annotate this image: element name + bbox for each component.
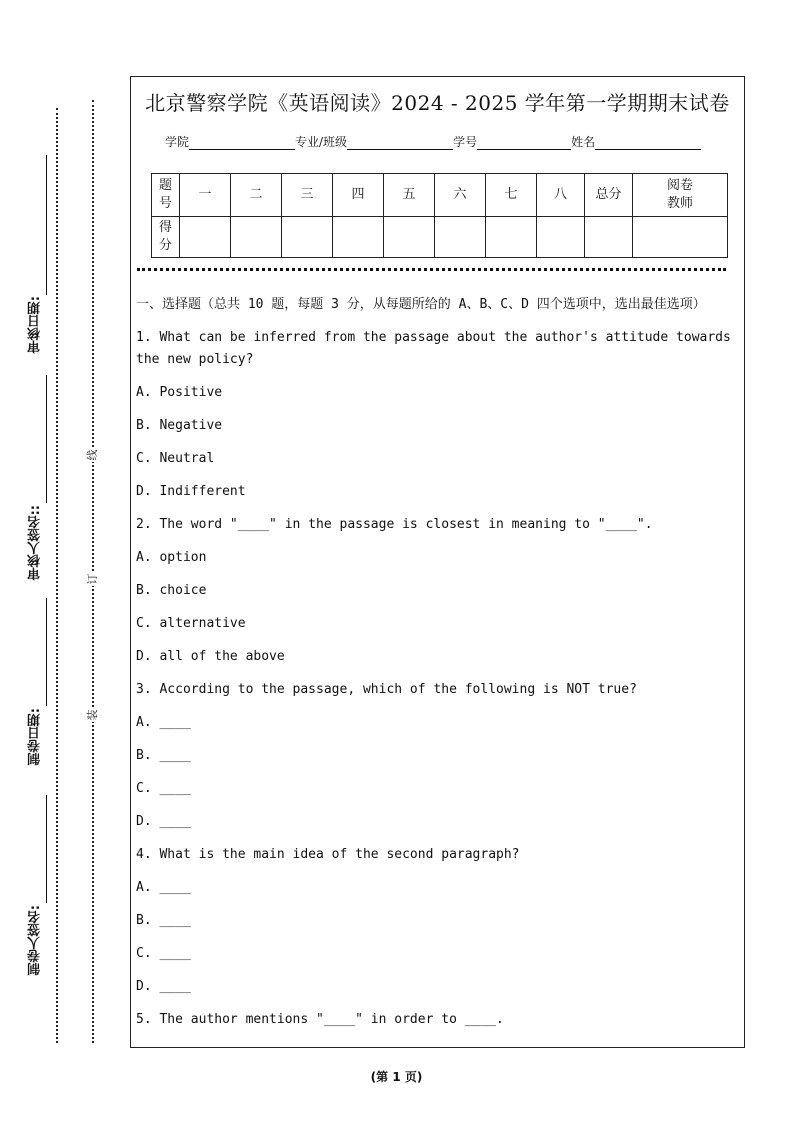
- reviewer-sign-label: 审核人签名::: [28, 505, 43, 581]
- question-item: [136, 514, 743, 668]
- col-header-1: 一: [180, 174, 231, 217]
- reviewer-sign-line[interactable]: [46, 375, 47, 503]
- col-header-2: 二: [231, 174, 282, 217]
- section-heading: 一、选择题（总共 10 题，每题 3 分，从每题所给的 A、B、C、D 四个选项中，选出最佳选项）: [136, 297, 706, 312]
- maker-sign-label: 制卷人签名:: [28, 905, 43, 976]
- col-header-3: 三: [282, 174, 333, 217]
- question-item: [136, 327, 743, 503]
- make-date-label: 制卷日期:: [28, 708, 43, 766]
- answer-option[interactable]: C. ____: [136, 946, 191, 961]
- score-cell-6[interactable]: [435, 217, 486, 258]
- answer-option[interactable]: A. ____: [136, 880, 191, 895]
- page-footer: (第 1 页): [370, 1070, 423, 1084]
- col-header-total: 总分: [585, 174, 633, 217]
- answer-option[interactable]: C. ____: [136, 781, 191, 796]
- make-date-line[interactable]: [46, 598, 47, 706]
- score-cell-4[interactable]: [333, 217, 384, 258]
- answer-option[interactable]: D. Indifferent: [136, 484, 246, 499]
- name-label: 姓名: [571, 135, 596, 149]
- col-header-5: 五: [384, 174, 435, 217]
- question-area: [136, 294, 743, 1031]
- question-list: [136, 327, 743, 1031]
- review-date-label: 审核日期:: [28, 296, 43, 354]
- score-cell-1[interactable]: [180, 217, 231, 258]
- review-date-line[interactable]: [46, 155, 47, 295]
- score-cell-8[interactable]: [537, 217, 585, 258]
- question-text: 2. The word "____" in the passage is closest in meaning to "____".: [136, 517, 653, 532]
- answer-option[interactable]: D. ____: [136, 814, 191, 829]
- student-id-field[interactable]: [477, 137, 571, 150]
- row-label-question-number: 题号: [152, 174, 180, 217]
- col-header-6: 六: [435, 174, 486, 217]
- major-class-field[interactable]: [347, 137, 453, 150]
- answer-option[interactable]: D. ____: [136, 979, 191, 994]
- dotted-separator: [137, 268, 726, 271]
- bind-char-pack: 装: [86, 709, 99, 721]
- question-text: 1. What can be inferred from the passage about the author's attitude towards the new policy?: [136, 330, 739, 367]
- score-cell-2[interactable]: [231, 217, 282, 258]
- answer-option[interactable]: A. Positive: [136, 385, 223, 400]
- question-text: 4. What is the main idea of the second paragraph?: [136, 847, 520, 862]
- question-item: [136, 844, 743, 998]
- exam-title: 北京警察学院《英语阅读》2024 - 2025 学年第一学期期末试卷: [145, 91, 730, 115]
- col-header-4: 四: [333, 174, 384, 217]
- answer-option[interactable]: B. ____: [136, 913, 191, 928]
- outer-dotted-line: [56, 108, 58, 1043]
- name-field[interactable]: [595, 137, 701, 150]
- answer-option[interactable]: A. option: [136, 550, 207, 565]
- question-item: [136, 679, 743, 833]
- score-cell-total[interactable]: [585, 217, 633, 258]
- bind-char-staple: 订: [86, 573, 99, 585]
- question-item: [136, 1009, 743, 1031]
- answer-option[interactable]: C. alternative: [136, 616, 246, 631]
- question-text: 3. According to the passage, which of the following is NOT true?: [136, 682, 637, 697]
- answer-option[interactable]: B. ____: [136, 748, 191, 763]
- score-cell-3[interactable]: [282, 217, 333, 258]
- school-label: 学院: [165, 135, 190, 149]
- score-cell-7[interactable]: [486, 217, 537, 258]
- bind-char-line: 线: [86, 449, 99, 461]
- score-cell-5[interactable]: [384, 217, 435, 258]
- col-header-grader: 阅卷教师: [633, 174, 728, 217]
- score-cell-grader[interactable]: [633, 217, 728, 258]
- exam-frame: [130, 76, 745, 1048]
- major-class-label: 专业/班级: [295, 135, 348, 149]
- student-id-label: 学号: [453, 135, 478, 149]
- col-header-7: 七: [486, 174, 537, 217]
- student-info-row: [165, 133, 701, 150]
- answer-option[interactable]: D. all of the above: [136, 649, 285, 664]
- answer-option[interactable]: B. Negative: [136, 418, 223, 433]
- col-header-8: 八: [537, 174, 585, 217]
- row-label-score: 得分: [152, 217, 180, 258]
- score-table: [151, 173, 728, 258]
- answer-option[interactable]: C. Neutral: [136, 451, 215, 466]
- question-text: 5. The author mentions "____" in order to ____.: [136, 1012, 504, 1027]
- answer-option[interactable]: B. choice: [136, 583, 207, 598]
- school-field[interactable]: [189, 137, 295, 150]
- answer-option[interactable]: A. ____: [136, 715, 191, 730]
- maker-sign-line[interactable]: [46, 795, 47, 903]
